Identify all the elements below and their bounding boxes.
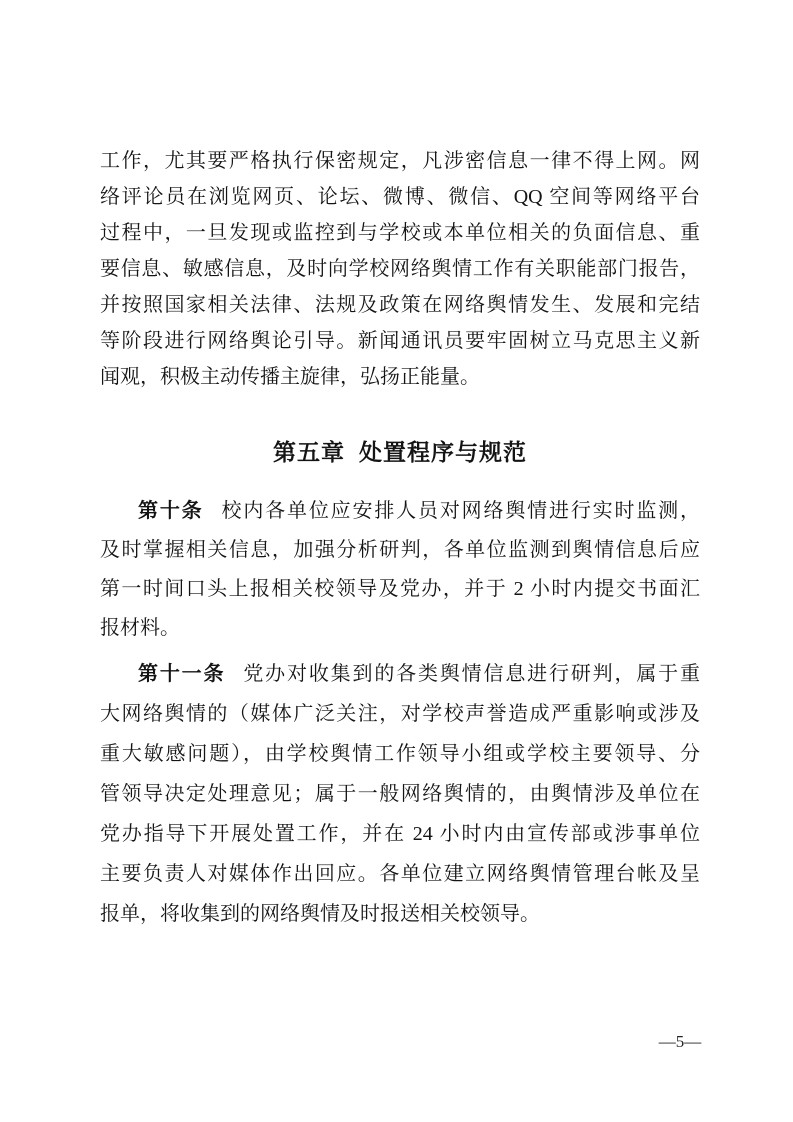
text-line: 工作，尤其要严格执行保密规定，凡涉密信息一律不得上网。网: [100, 150, 700, 172]
text-line: 报单，将收集到的网络舆情及时报送相关校领导。: [100, 903, 540, 925]
text-line: 党办指导下开展处置工作，并在 24 小时内由宣传部或涉事单位: [100, 823, 700, 845]
article-10: [100, 492, 700, 648]
text-line: 管领导决定处理意见；属于一般网络舆情的，由舆情涉及单位在: [100, 783, 700, 805]
text-line: 络评论员在浏览网页、论坛、微博、微信、QQ 空间等网络平台: [100, 186, 700, 208]
chapter-title: 处置程序与规范: [359, 439, 527, 465]
article-11: [100, 654, 700, 934]
text-line: 并按照国家相关法律、法规及政策在网络舆情发生、发展和完结: [100, 294, 700, 316]
text-line: 报材料。: [100, 617, 180, 639]
article-10-label: 第十条: [138, 500, 204, 522]
text-line: [100, 492, 700, 531]
text-line: 闻观，积极主动传播主旋律，弘扬正能量。: [100, 366, 480, 388]
text-line: 重大敏感问题），由学校舆情工作领导小组或学校主要领导、分: [100, 743, 700, 765]
page-number: —5—: [658, 1032, 702, 1051]
text-line: 及时掌握相关信息，加强分析研判，各单位监测到舆情信息后应: [100, 539, 700, 561]
article-11-label: 第十一条: [138, 663, 226, 685]
text-line: 要信息、敏感信息，及时向学校网络舆情工作有关职能部门报告，: [100, 258, 700, 280]
paragraph-intro: [100, 143, 700, 395]
chapter-number: 第五章: [273, 439, 345, 465]
chapter-heading: [100, 434, 700, 467]
text-line: [100, 654, 700, 694]
text-line: 过程中，一旦发现或监控到与学校或本单位相关的负面信息、重: [100, 222, 700, 244]
text-line: 等阶段进行网络舆论引导。新闻通讯员要牢固树立马克思主义新: [100, 330, 700, 352]
text-line: 大网络舆情的（媒体广泛关注，对学校声誉造成严重影响或涉及: [100, 703, 700, 725]
text-line: 第一时间口头上报相关校领导及党办，并于 2 小时内提交书面汇: [100, 578, 700, 600]
text-line: 主要负责人对媒体作出回应。各单位建立网络舆情管理台帐及呈: [100, 863, 700, 885]
article-10-text: 校内各单位应安排人员对网络舆情进行实时监测，: [221, 500, 700, 522]
article-11-text: 党办对收集到的各类舆情信息进行研判，属于重: [243, 663, 701, 685]
